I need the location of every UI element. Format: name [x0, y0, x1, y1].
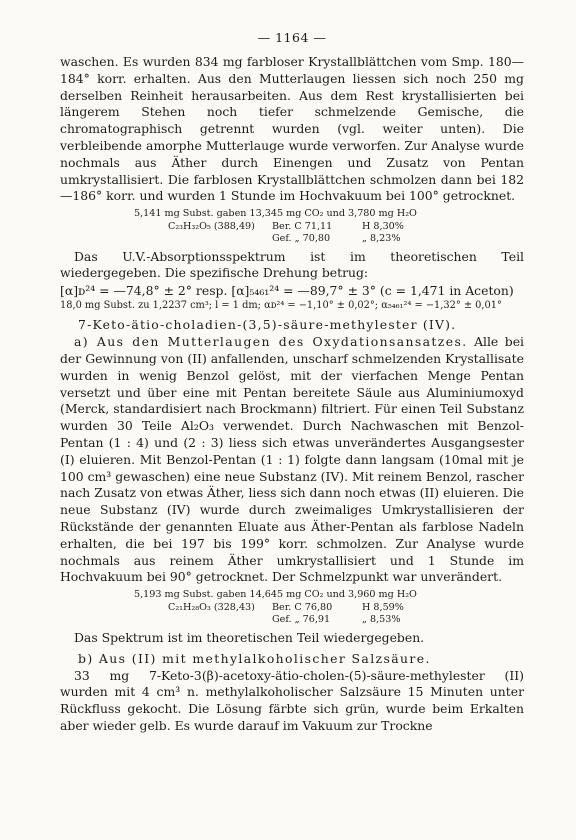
- rotation-measurement-detail: 18,0 mg Subst. zu 1,2237 cm³; l = 1 dm; αᴅ²⁴ = −1,10° ± 0,02°; α₅₄₆₁²⁴ = −1,32° ± 0,01°: [60, 300, 502, 312]
- paragraph-method-a-text: Alle bei der Gewinnung von (II) anfallenden, unscharf schmelzenden Krystallisate wurden in wenig Benzol gelöst, mit der vierfachen Menge Pentan versetzt und über eine mit Pentan bereitete Säule aus Aluminiumoxyd (Merck, standardisiert nach Brockmann) filtriert. Für einen Teil Substanz wurden 30 Teile Al₂O₃ verwendet. Durch Nachwaschen mit Benzol-Pentan (1 : 4) und (2 : 3) liess sich etwas unverändertes Ausgangsester (I) eluieren. Mit Benzol-Pentan (1 : 1) folgte dann langsam (10mal mit je 100 cm³ gewaschen) eine neue Substanz (IV). Mit reinem Benzol, rascher nach Zusatz von etwas Äther, liess sich dann noch etwas (II) eluieren. Die neue Substanz (IV) wurde durch zweimaliges Umkrystallisieren der Rückstände der genannten Eluate aus Äther-Pentan als farblose Nadeln erhalten, die bei 197 bis 199° korr. schmolzen. Zur Analyse wurde nochmals aus reinem Äther umkrystallisiert und 1 Stunde im Hochvakuum bei 90° getrocknet. Der Schmelzpunkt war unverändert.: [60, 334, 524, 585]
- specific-rotation: [α]ᴅ²⁴ = —74,8° ± 2° resp. [α]₅₄₆₁²⁴ = —89,7° ± 3° (c = 1,471 in Aceton): [60, 283, 514, 299]
- analysis-2-ber-hydrogen: H 8,59%: [362, 601, 404, 613]
- elemental-analysis-2: [60, 589, 524, 627]
- analysis-1-calculated-row: [60, 221, 524, 234]
- analysis-2-formula: C₂₁H₂₈O₃ (328,43): [168, 601, 255, 613]
- analysis-2-found-row: [60, 614, 524, 627]
- analysis-1-gef-hydrogen: „ 8,23%: [362, 233, 401, 245]
- analysis-1-found-row: [60, 233, 524, 246]
- analysis-1-gef-carbon: Gef. „ 70,80: [272, 233, 331, 245]
- paragraph-method-a: [60, 334, 524, 586]
- analysis-1-ber-carbon: Ber. C 71,11: [272, 220, 333, 232]
- analysis-1-ber-hydrogen: H 8,30%: [362, 220, 404, 232]
- paragraph-uv-spectrum: Das U.V.-Absorptionsspektrum ist im theoretischen Teil wiedergegeben. Die spezifische Drehung betrug:: [60, 248, 524, 281]
- subsection-b-label: b) Aus (II) mit methylalkoholischer Salzsäure.: [78, 650, 431, 666]
- analysis-1-measurement: 5,141 mg Subst. gaben 13,345 mg CO₂ und 3,780 mg H₂O: [134, 208, 417, 220]
- analysis-2-gef-hydrogen: „ 8,53%: [362, 614, 401, 626]
- analysis-1-formula: C₂₃H₃₂O₅ (388,49): [168, 220, 255, 232]
- subsection-a-label: a) Aus den Mutterlaugen des Oxydationsansatzes.: [74, 334, 468, 350]
- analysis-2-gef-carbon: Gef. „ 76,91: [272, 614, 331, 626]
- analysis-2-measurement: 5,193 mg Subst. gaben 14,645 mg CO₂ und 3,960 mg H₂O: [134, 589, 417, 601]
- analysis-2-ber-carbon: Ber. C 76,80: [272, 601, 333, 613]
- paragraph-crystallization: waschen. Es wurden 834 mg farbloser Krystallblättchen vom Smp. 180—184° korr. erhalten. Aus den Mutterlaugen liessen sich noch 250 mg derselben Reinheit herausarbeiten. Aus dem Rest krystallisierten bei längerem Stehen noch tiefer schmelzende Gemische, die chromatographisch getrennt wurden (vgl. weiter unten). Die verbleibende amorphe Mutterlauge wurde verworfen. Zur Analyse wurde nochmals aus Äther durch Einengen und Zusatz von Pentan umkrystallisiert. Die farblosen Krystallblättchen schmolzen dann bei 182—186° korr. und wurden 1 Stunde im Hochvakuum bei 100° getrocknet.: [60, 54, 524, 204]
- page-number: — 1164 —: [257, 30, 327, 45]
- analysis-2-calculated-row: [60, 602, 524, 615]
- paragraph-spectrum-note: Das Spektrum ist im theoretischen Teil wiedergegeben.: [74, 629, 425, 645]
- elemental-analysis-1: [60, 208, 524, 246]
- paragraph-method-b: 33 mg 7-Keto-3(β)-acetoxy-ätio-cholen-(5)-säure-methylester (II) wurden mit 4 cm³ n. methylalkoholischer Salzsäure 15 Minuten unter Rückfluss gekocht. Die Lösung färbte sich grün, wurde beim Erkalten aber wieder gelb. Es wurde darauf im Vakuum zur Trockne: [60, 667, 524, 733]
- section-heading-compound-iv: 7-Keto-ätio-choladien-(3,5)-säure-methylester (IV).: [78, 317, 457, 333]
